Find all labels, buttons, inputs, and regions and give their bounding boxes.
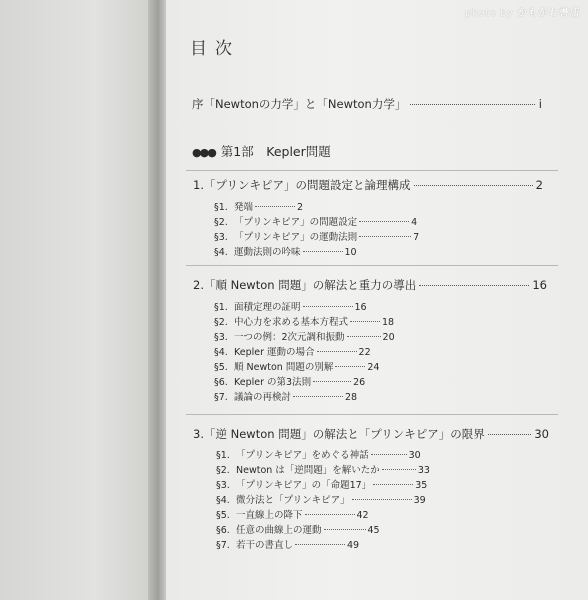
section-entry (214, 359, 379, 373)
leader-dots (373, 484, 413, 485)
section-number: §5. (214, 362, 228, 373)
chapter-heading (193, 177, 543, 193)
section-title: 中心力を求める基本方程式 (234, 317, 349, 328)
leader-dots (410, 104, 534, 105)
section-entry (216, 462, 430, 476)
section-entry (216, 507, 369, 521)
section-entry (216, 522, 380, 536)
part-heading (192, 142, 331, 160)
section-title: 発端 (234, 202, 254, 213)
section-entry (214, 389, 357, 403)
leader-dots (324, 529, 366, 530)
leader-dots (303, 306, 353, 307)
section-number: §1. (214, 302, 228, 313)
leader-dots (255, 206, 295, 207)
leader-dots (359, 236, 411, 237)
section-title: Newton は「逆問題」を解いたか (236, 465, 380, 476)
chapter-page: 2 (535, 178, 543, 192)
section-number: §3. (216, 480, 230, 491)
section-page: 10 (344, 247, 357, 258)
section-page: 7 (413, 232, 420, 243)
section-title: 微分法と「プリンキピア」 (236, 495, 350, 506)
section-page: 22 (358, 347, 371, 358)
leader-dots (293, 396, 343, 397)
page-title: 目次 (190, 39, 240, 59)
section-title: 運動法則の吟味 (234, 247, 301, 258)
section-number: §3. (214, 332, 228, 343)
section-title: 順 Newton 問題の別解 (234, 362, 334, 373)
section-page: 4 (411, 217, 418, 228)
section-number: §3. (214, 232, 228, 243)
section-title: Kepler 運動の場合 (234, 347, 315, 358)
section-number: §4. (214, 247, 228, 258)
divider (186, 265, 558, 266)
section-page: 2 (297, 202, 304, 213)
leader-dots (488, 434, 532, 435)
section-entry (216, 492, 426, 506)
section-page: 35 (415, 480, 428, 491)
section-title: 「プリンキピア」の問題設定 (234, 217, 358, 228)
leader-dots (371, 454, 407, 455)
section-entry (216, 447, 421, 461)
section-page: 45 (367, 525, 380, 536)
divider (186, 170, 558, 171)
preface-entry (192, 96, 542, 112)
section-page: 39 (413, 495, 426, 506)
preface-label: 序「Newtonの力学」と「Newton力学」 (192, 97, 407, 111)
credit-prefix: photo by (465, 8, 517, 19)
section-title: 議論の再検討 (234, 392, 292, 403)
section-entry (216, 477, 427, 491)
section-title: 一つの例：2次元調和振動 (234, 332, 345, 343)
section-entry (214, 244, 357, 258)
section-number: §4. (216, 495, 230, 506)
section-number: §2. (214, 317, 228, 328)
chapter-title: 1.「プリンキピア」の問題設定と論理構成 (193, 178, 411, 192)
chapter-page: 30 (534, 427, 549, 441)
chapter-page: 16 (532, 278, 547, 292)
section-page: 24 (367, 362, 380, 373)
leader-dots (382, 469, 416, 470)
section-title: Kepler の第3法則 (234, 377, 312, 388)
leader-dots (313, 381, 351, 382)
section-number: §7. (214, 392, 228, 403)
section-number: §2. (214, 217, 228, 228)
section-entry (214, 314, 394, 328)
section-entry (214, 299, 367, 313)
section-title: 「プリンキピア」をめぐる神話 (236, 450, 369, 461)
section-number: §6. (214, 377, 228, 388)
chapter-title: 2.「順 Newton 問題」の解法と重力の導出 (193, 278, 417, 292)
leader-dots (414, 185, 533, 186)
leader-dots (305, 514, 355, 515)
left-page (0, 0, 158, 600)
section-number: §4. (214, 347, 228, 358)
part-marker: ●●● (192, 146, 215, 159)
section-title: 一直線上の降下 (236, 510, 303, 521)
leader-dots (335, 366, 365, 367)
section-entry (214, 344, 371, 358)
chapter-heading (193, 277, 547, 293)
section-page: 16 (354, 302, 367, 313)
section-entry (216, 537, 359, 551)
section-title: 「プリンキピア」の「命題17」 (236, 480, 372, 491)
section-entry (214, 374, 365, 388)
section-entry (214, 199, 303, 213)
section-page: 20 (382, 332, 395, 343)
section-entry (214, 329, 395, 343)
section-entry (214, 214, 417, 228)
section-page: 42 (356, 510, 369, 521)
section-page: 26 (353, 377, 366, 388)
section-title: 若干の書直し (236, 540, 294, 551)
section-page: 28 (345, 392, 358, 403)
preface-page: i (538, 97, 542, 111)
section-number: §1. (216, 450, 230, 461)
leader-dots (317, 351, 357, 352)
leader-dots (303, 251, 343, 252)
section-page: 30 (408, 450, 421, 461)
credit-name: かもがわ書店 (517, 8, 580, 19)
leader-dots (359, 221, 409, 222)
chapter-title: 3.「逆 Newton 問題」の解法と「プリンキピア」の限界 (193, 427, 485, 441)
leader-dots (350, 321, 380, 322)
section-number: §6. (216, 525, 230, 536)
photo-credit (465, 4, 580, 19)
leader-dots (347, 336, 381, 337)
book-gutter (148, 0, 166, 600)
divider (186, 414, 558, 415)
section-title: 「プリンキピア」の運動法則 (234, 232, 358, 243)
section-title: 任意の曲線上の運動 (236, 525, 322, 536)
section-number: §7. (216, 540, 230, 551)
chapter-heading (193, 426, 549, 442)
section-page: 33 (417, 465, 430, 476)
section-page: 49 (347, 540, 360, 551)
part-label: 第1部 Kepler問題 (220, 144, 331, 159)
section-number: §5. (216, 510, 230, 521)
leader-dots (419, 285, 529, 286)
section-title: 面積定理の証明 (234, 302, 301, 313)
section-number: §2. (216, 465, 230, 476)
section-entry (214, 229, 419, 243)
section-number: §1. (214, 202, 228, 213)
leader-dots (352, 499, 412, 500)
leader-dots (295, 544, 345, 545)
section-page: 18 (382, 317, 395, 328)
